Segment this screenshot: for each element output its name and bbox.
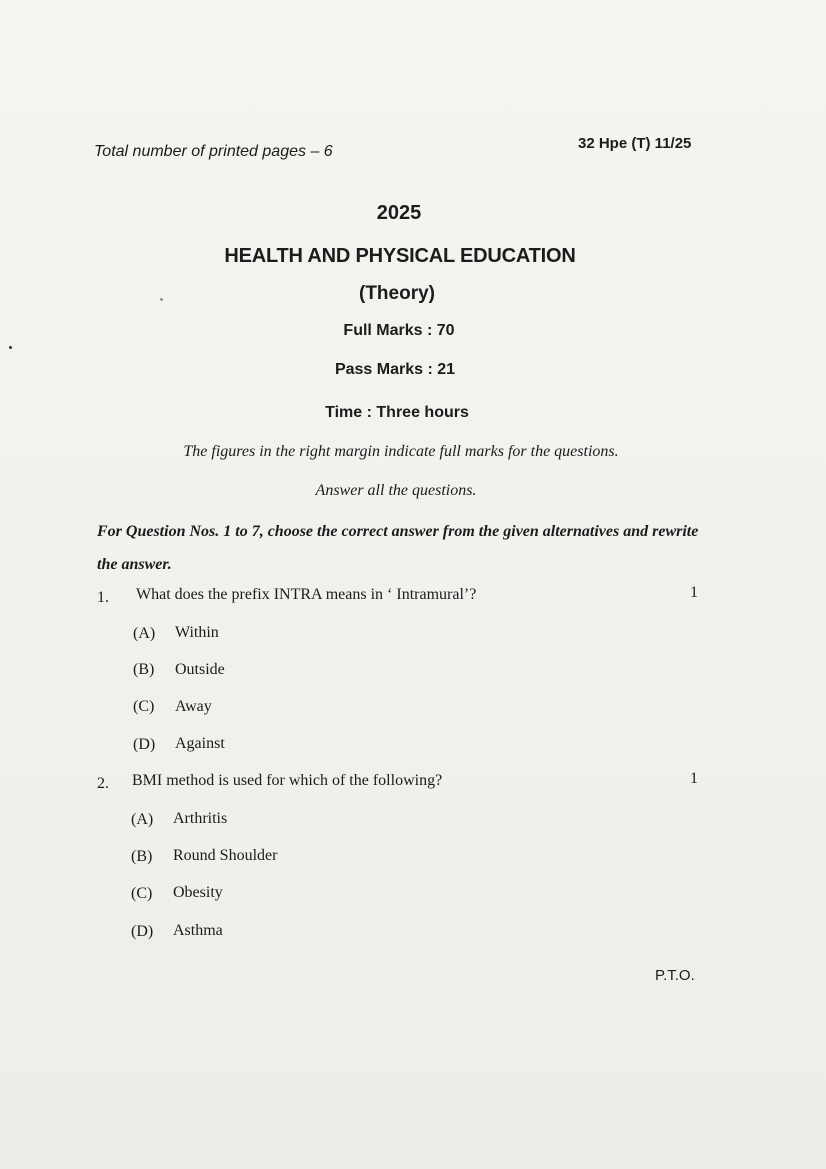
please-turn-over: P.T.O. [655,967,695,984]
option-text: Within [175,624,219,641]
full-marks: Full Marks : 70 [343,322,455,339]
stray-mark [9,346,12,349]
option-text: Away [175,698,212,715]
section-instruction: For Question Nos. 1 to 7, choose the correct answer from the given alternatives and rewrite the answer. [97,523,699,573]
subject-title: HEALTH AND PHYSICAL EDUCATION [224,245,576,267]
option-text: Obesity [173,884,223,901]
pass-marks: Pass Marks : 21 [334,361,456,378]
question-number: 2. [97,775,109,792]
option-text: Against [175,735,225,752]
option-label: (A) [133,625,156,642]
option-label: (C) [133,698,155,715]
question-text: BMI method is used for which of the following? [132,772,443,789]
paper-code: 32 Hpe (T) 11/25 [578,135,692,152]
option-label: (D) [131,923,154,940]
question-text: What does the prefix INTRA means in ‘ Intramural’? [136,586,477,603]
question-marks: 1 [690,770,698,787]
option-label: (C) [131,885,153,902]
answer-all-instruction: Answer all the questions. [315,482,477,499]
option-text: Round Shoulder [173,847,278,864]
paper-type: (Theory) [359,283,435,304]
option-text: Arthritis [173,810,228,827]
printed-pages-note: Total number of printed pages – 6 [94,143,333,160]
option-label: (B) [133,661,155,678]
question-number: 1. [97,589,109,606]
option-label: (B) [131,848,153,865]
question-marks: 1 [690,584,698,601]
option-label: (D) [133,736,156,753]
exam-time: Time : Three hours [325,404,469,421]
marks-instruction: The figures in the right margin indicate full marks for the questions. [183,443,619,460]
option-text: Outside [175,661,225,678]
option-label: (A) [131,811,154,828]
exam-year: 2025 [376,202,422,224]
option-text: Asthma [173,922,223,939]
